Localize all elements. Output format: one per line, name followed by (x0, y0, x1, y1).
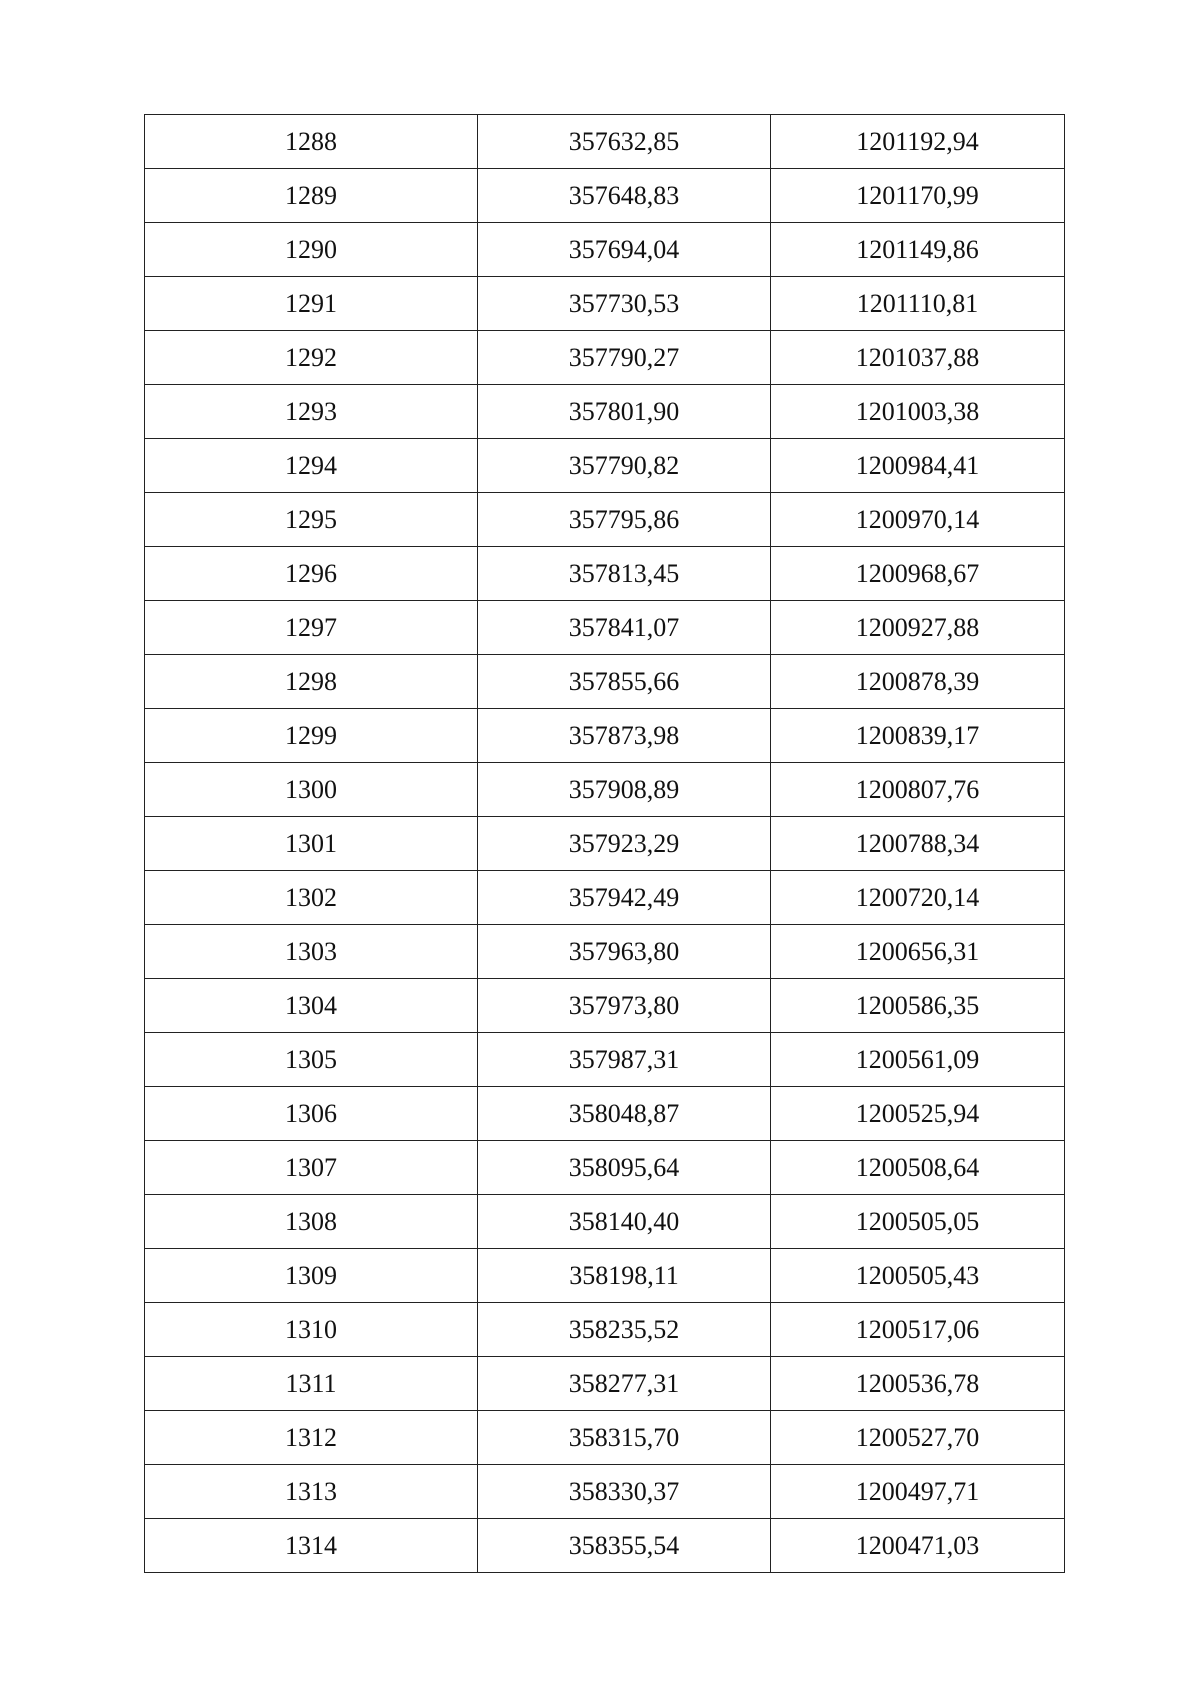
y-coordinate-cell: 1200968,67 (771, 547, 1065, 601)
y-coordinate-cell: 1201192,94 (771, 115, 1065, 169)
x-coordinate-cell: 358315,70 (478, 1411, 771, 1465)
x-coordinate-cell: 357648,83 (478, 169, 771, 223)
y-coordinate-cell: 1200505,05 (771, 1195, 1065, 1249)
y-coordinate-cell: 1200927,88 (771, 601, 1065, 655)
x-coordinate-cell: 357873,98 (478, 709, 771, 763)
point-number-cell: 1300 (145, 763, 478, 817)
point-number-cell: 1314 (145, 1519, 478, 1573)
point-number-cell: 1313 (145, 1465, 478, 1519)
x-coordinate-cell: 357632,85 (478, 115, 771, 169)
table-row (145, 709, 1065, 763)
y-coordinate-cell: 1200984,41 (771, 439, 1065, 493)
point-number-cell: 1308 (145, 1195, 478, 1249)
table-row (145, 1033, 1065, 1087)
point-number-cell: 1305 (145, 1033, 478, 1087)
y-coordinate-cell: 1200471,03 (771, 1519, 1065, 1573)
table-row (145, 331, 1065, 385)
y-coordinate-cell: 1201003,38 (771, 385, 1065, 439)
table-row (145, 655, 1065, 709)
x-coordinate-cell: 357790,27 (478, 331, 771, 385)
point-number-cell: 1311 (145, 1357, 478, 1411)
x-coordinate-cell: 358355,54 (478, 1519, 771, 1573)
point-number-cell: 1288 (145, 115, 478, 169)
y-coordinate-cell: 1200497,71 (771, 1465, 1065, 1519)
table-row (145, 1357, 1065, 1411)
y-coordinate-cell: 1200656,31 (771, 925, 1065, 979)
y-coordinate-cell: 1200536,78 (771, 1357, 1065, 1411)
x-coordinate-cell: 357973,80 (478, 979, 771, 1033)
x-coordinate-cell: 358198,11 (478, 1249, 771, 1303)
x-coordinate-cell: 358235,52 (478, 1303, 771, 1357)
table-row (145, 1519, 1065, 1573)
point-number-cell: 1312 (145, 1411, 478, 1465)
y-coordinate-cell: 1200586,35 (771, 979, 1065, 1033)
point-number-cell: 1289 (145, 169, 478, 223)
table-row (145, 1465, 1065, 1519)
table-row (145, 385, 1065, 439)
table-row (145, 1303, 1065, 1357)
table-row (145, 1195, 1065, 1249)
coordinates-table (144, 114, 1065, 1573)
y-coordinate-cell: 1200561,09 (771, 1033, 1065, 1087)
table-row (145, 223, 1065, 277)
y-coordinate-cell: 1200970,14 (771, 493, 1065, 547)
x-coordinate-cell: 357841,07 (478, 601, 771, 655)
point-number-cell: 1310 (145, 1303, 478, 1357)
point-number-cell: 1307 (145, 1141, 478, 1195)
table-row (145, 1087, 1065, 1141)
point-number-cell: 1293 (145, 385, 478, 439)
table-row (145, 763, 1065, 817)
x-coordinate-cell: 357730,53 (478, 277, 771, 331)
table-row (145, 277, 1065, 331)
x-coordinate-cell: 357855,66 (478, 655, 771, 709)
point-number-cell: 1297 (145, 601, 478, 655)
x-coordinate-cell: 357694,04 (478, 223, 771, 277)
x-coordinate-cell: 357908,89 (478, 763, 771, 817)
table-row (145, 979, 1065, 1033)
point-number-cell: 1306 (145, 1087, 478, 1141)
x-coordinate-cell: 357923,29 (478, 817, 771, 871)
y-coordinate-cell: 1200807,76 (771, 763, 1065, 817)
table-row (145, 925, 1065, 979)
point-number-cell: 1298 (145, 655, 478, 709)
table-row (145, 601, 1065, 655)
x-coordinate-cell: 358095,64 (478, 1141, 771, 1195)
table-row (145, 1411, 1065, 1465)
point-number-cell: 1294 (145, 439, 478, 493)
y-coordinate-cell: 1201170,99 (771, 169, 1065, 223)
point-number-cell: 1302 (145, 871, 478, 925)
y-coordinate-cell: 1200839,17 (771, 709, 1065, 763)
point-number-cell: 1296 (145, 547, 478, 601)
table-row (145, 439, 1065, 493)
y-coordinate-cell: 1201037,88 (771, 331, 1065, 385)
y-coordinate-cell: 1200508,64 (771, 1141, 1065, 1195)
point-number-cell: 1299 (145, 709, 478, 763)
table-row (145, 493, 1065, 547)
x-coordinate-cell: 358277,31 (478, 1357, 771, 1411)
y-coordinate-cell: 1200505,43 (771, 1249, 1065, 1303)
point-number-cell: 1303 (145, 925, 478, 979)
coordinates-table-body (145, 115, 1065, 1573)
y-coordinate-cell: 1200788,34 (771, 817, 1065, 871)
table-row (145, 1249, 1065, 1303)
table-row (145, 169, 1065, 223)
x-coordinate-cell: 358140,40 (478, 1195, 771, 1249)
table-row (145, 871, 1065, 925)
y-coordinate-cell: 1201110,81 (771, 277, 1065, 331)
y-coordinate-cell: 1200527,70 (771, 1411, 1065, 1465)
y-coordinate-cell: 1200720,14 (771, 871, 1065, 925)
table-row (145, 1141, 1065, 1195)
point-number-cell: 1309 (145, 1249, 478, 1303)
point-number-cell: 1301 (145, 817, 478, 871)
x-coordinate-cell: 357942,49 (478, 871, 771, 925)
x-coordinate-cell: 357813,45 (478, 547, 771, 601)
table-row (145, 817, 1065, 871)
table-row (145, 115, 1065, 169)
point-number-cell: 1290 (145, 223, 478, 277)
x-coordinate-cell: 357801,90 (478, 385, 771, 439)
point-number-cell: 1295 (145, 493, 478, 547)
point-number-cell: 1292 (145, 331, 478, 385)
y-coordinate-cell: 1201149,86 (771, 223, 1065, 277)
x-coordinate-cell: 357790,82 (478, 439, 771, 493)
x-coordinate-cell: 358048,87 (478, 1087, 771, 1141)
x-coordinate-cell: 357963,80 (478, 925, 771, 979)
x-coordinate-cell: 357795,86 (478, 493, 771, 547)
x-coordinate-cell: 358330,37 (478, 1465, 771, 1519)
x-coordinate-cell: 357987,31 (478, 1033, 771, 1087)
table-row (145, 547, 1065, 601)
point-number-cell: 1304 (145, 979, 478, 1033)
y-coordinate-cell: 1200878,39 (771, 655, 1065, 709)
y-coordinate-cell: 1200517,06 (771, 1303, 1065, 1357)
point-number-cell: 1291 (145, 277, 478, 331)
y-coordinate-cell: 1200525,94 (771, 1087, 1065, 1141)
